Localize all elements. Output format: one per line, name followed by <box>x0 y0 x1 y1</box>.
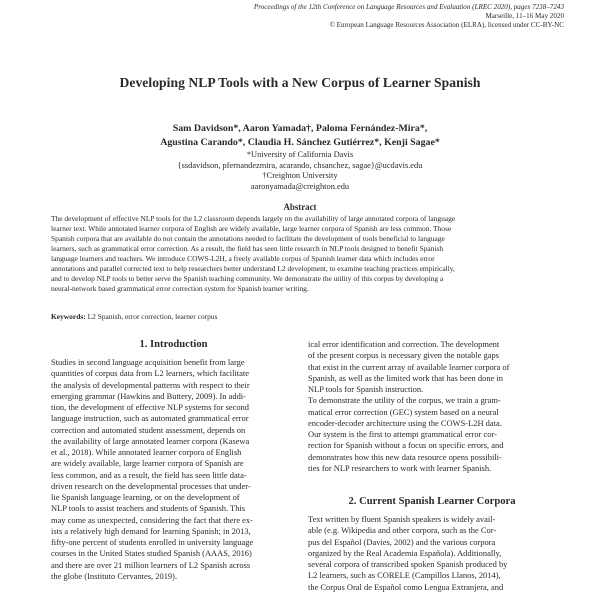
body-line: and there are over 21 million learners of L2 Spanish across <box>51 559 251 570</box>
venue-line: Marseille, 11–16 May 2020 <box>485 12 564 20</box>
abstract-line: Spanish corpora that are available do not contain the annotations needed to facilitate the development of tools beneficial to language <box>51 233 445 243</box>
body-line: emerging grammar (Hawkins and Buttery, 2009). In addi- <box>51 390 246 401</box>
abstract-body <box>51 214 557 294</box>
body-line: tion, the development of effective NLP systems for second <box>51 402 249 412</box>
abstract-heading: Abstract <box>283 202 317 212</box>
body-line: Spanish, as well as the limited work that has been done in <box>308 372 503 383</box>
body-line: quantities of corpus data from L2 learners, which facilitate <box>51 368 249 379</box>
email-line: {ssdavidson, pfernandezmira, acarando, chsanchez, sagae}@ucdavis.edu <box>177 160 423 170</box>
body-line: may come as unexpected, considering the fact that there ex- <box>51 514 253 525</box>
keywords-label: Keywords: <box>51 312 86 321</box>
body-line: the Corpus Oral de Español como Lengua Extranjera, and <box>308 581 504 592</box>
proceedings-header <box>254 3 564 30</box>
body-line: ties for NLP researchers to work with learner Spanish. <box>308 462 492 473</box>
body-line: L2 learners, such as CORELE (Campillos Llanos, 2014), <box>308 570 501 581</box>
body-line: the globe (Instituto Cervantes, 2019). <box>51 570 178 581</box>
section-heading-introduction: 1. Introduction <box>139 339 208 350</box>
body-line: organized by the Real Academia Española). Additionally, <box>308 547 502 558</box>
body-line: Our system is the first to attempt grammatical error cor- <box>308 429 497 439</box>
body-line: matical error correction (GEC) system based on a neural <box>308 406 499 417</box>
body-line: language instruction, such as automated grammatical error <box>51 413 249 424</box>
intro-right-column <box>308 339 556 474</box>
affiliation-line: †Creighton University <box>262 171 338 181</box>
keywords <box>51 312 557 321</box>
affiliations <box>0 150 600 192</box>
body-line: NLP tools for Spanish instruction. <box>308 384 424 394</box>
body-line: ists a relatively high demand for learning Spanish; in 2013, <box>51 525 251 536</box>
body-line: less common, and as a result, the field has seen little data- <box>51 469 247 480</box>
body-line: driven research on the developmental processes that under- <box>51 480 251 491</box>
abstract-line: learners, such as grammatical error correction. As a result, the field has seen little research in NLP tools designed to benefit Spanish <box>51 243 444 253</box>
keywords-text: L2 Spanish, error correction, learner corpus <box>87 312 218 321</box>
affiliation-line: *University of California Davis <box>246 150 354 159</box>
body-line: Studies in second language acquisition benefit from large <box>51 357 245 367</box>
proceedings-line: Proceedings of the 12th Conference on Language Resources and Evaluation (LREC 2020), pages 7238–7243 <box>253 3 564 11</box>
body-line: Text written by fluent Spanish speakers is widely avail- <box>308 514 496 524</box>
body-line: courses in the United States studied Spanish (AAAS, 2016) <box>51 548 252 559</box>
intro-left-column <box>51 357 296 582</box>
abstract-line: and to develop NLP tools to better serve the Spanish teaching community. We demonstrate the utility of this corpus by developing a <box>51 273 444 283</box>
author-line: Agustina Carando*, Claudia H. Sánchez Gutiérrez*, Kenji Sagae* <box>160 136 440 148</box>
abstract-line: language learners and teachers. We introduce COWS-L2H, a freely available corpus of Spanish learner data which includes error <box>51 253 435 263</box>
license-line: © European Language Resources Association (ELRA), licensed under CC-BY-NC <box>329 21 564 29</box>
body-line: NLP tools to assist teachers and students of Spanish. This <box>51 503 246 514</box>
body-line: are widely available, large learner corpora of Spanish are <box>51 458 244 469</box>
abstract-line: The development of effective NLP tools for the L2 classroom depends largely on the availability of large annotated corpora of language <box>51 214 456 223</box>
author-line: Sam Davidson*, Aaron Yamada†, Paloma Fernández-Mira*, <box>172 123 428 134</box>
body-line: correction and automated student assessment, depends on <box>51 424 246 435</box>
body-line: et al., 2018). While annotated learner corpora of English <box>51 447 242 457</box>
email-line: aaronyamada@creighton.edu <box>250 181 350 191</box>
author-list <box>0 122 600 149</box>
body-line: the availability of large annotated learner corpora (Kasewa <box>51 435 250 446</box>
body-line: lie Spanish language learning, or on the development of <box>51 492 240 502</box>
body-line: several corpora of transcribed spoken Spanish produced by <box>308 559 508 569</box>
body-line: To demonstrate the utility of the corpus, we train a gram- <box>308 395 501 406</box>
abstract-line: learner text. While annotated learner corpora of English are widely available, large learner corpora of Spanish are less common. Those <box>51 223 452 233</box>
body-line: pus del Español (Davies, 2002) and the various corpora <box>308 536 496 547</box>
body-line: the analysis of developmental patterns with respect to their <box>51 379 250 390</box>
abstract-line: neural-network based grammatical error correction system for Spanish learner writing. <box>51 283 309 293</box>
body-line: fifty-one percent of students enrolled in university language <box>51 537 254 547</box>
section-heading-current-corpora: 2. Current Spanish Learner Corpora <box>348 496 516 507</box>
body-line: demonstrates how this new data resource opens possibili- <box>308 451 502 462</box>
corpora-section-body <box>308 514 556 593</box>
body-line: that exist in the current array of available learner corpora of <box>308 361 510 372</box>
paper-title: Developing NLP Tools with a New Corpus of Learner Spanish <box>119 75 481 90</box>
body-line: encoder-decoder architecture using the COWS-L2H data. <box>308 417 502 428</box>
body-line: ical error identification and correction. The development <box>308 339 500 349</box>
body-line: able (e.g. Wikipedia and other corpora, such as the Cor- <box>308 525 497 536</box>
abstract-line: annotations and parallel corrected text to help researchers better understand L2 development, to examine teaching practices empirically, <box>51 263 455 273</box>
body-line: of the present corpus is necessary given the notable gaps <box>308 350 499 361</box>
body-line: rection for Spanish without a focus on specific errors, and <box>308 440 504 451</box>
